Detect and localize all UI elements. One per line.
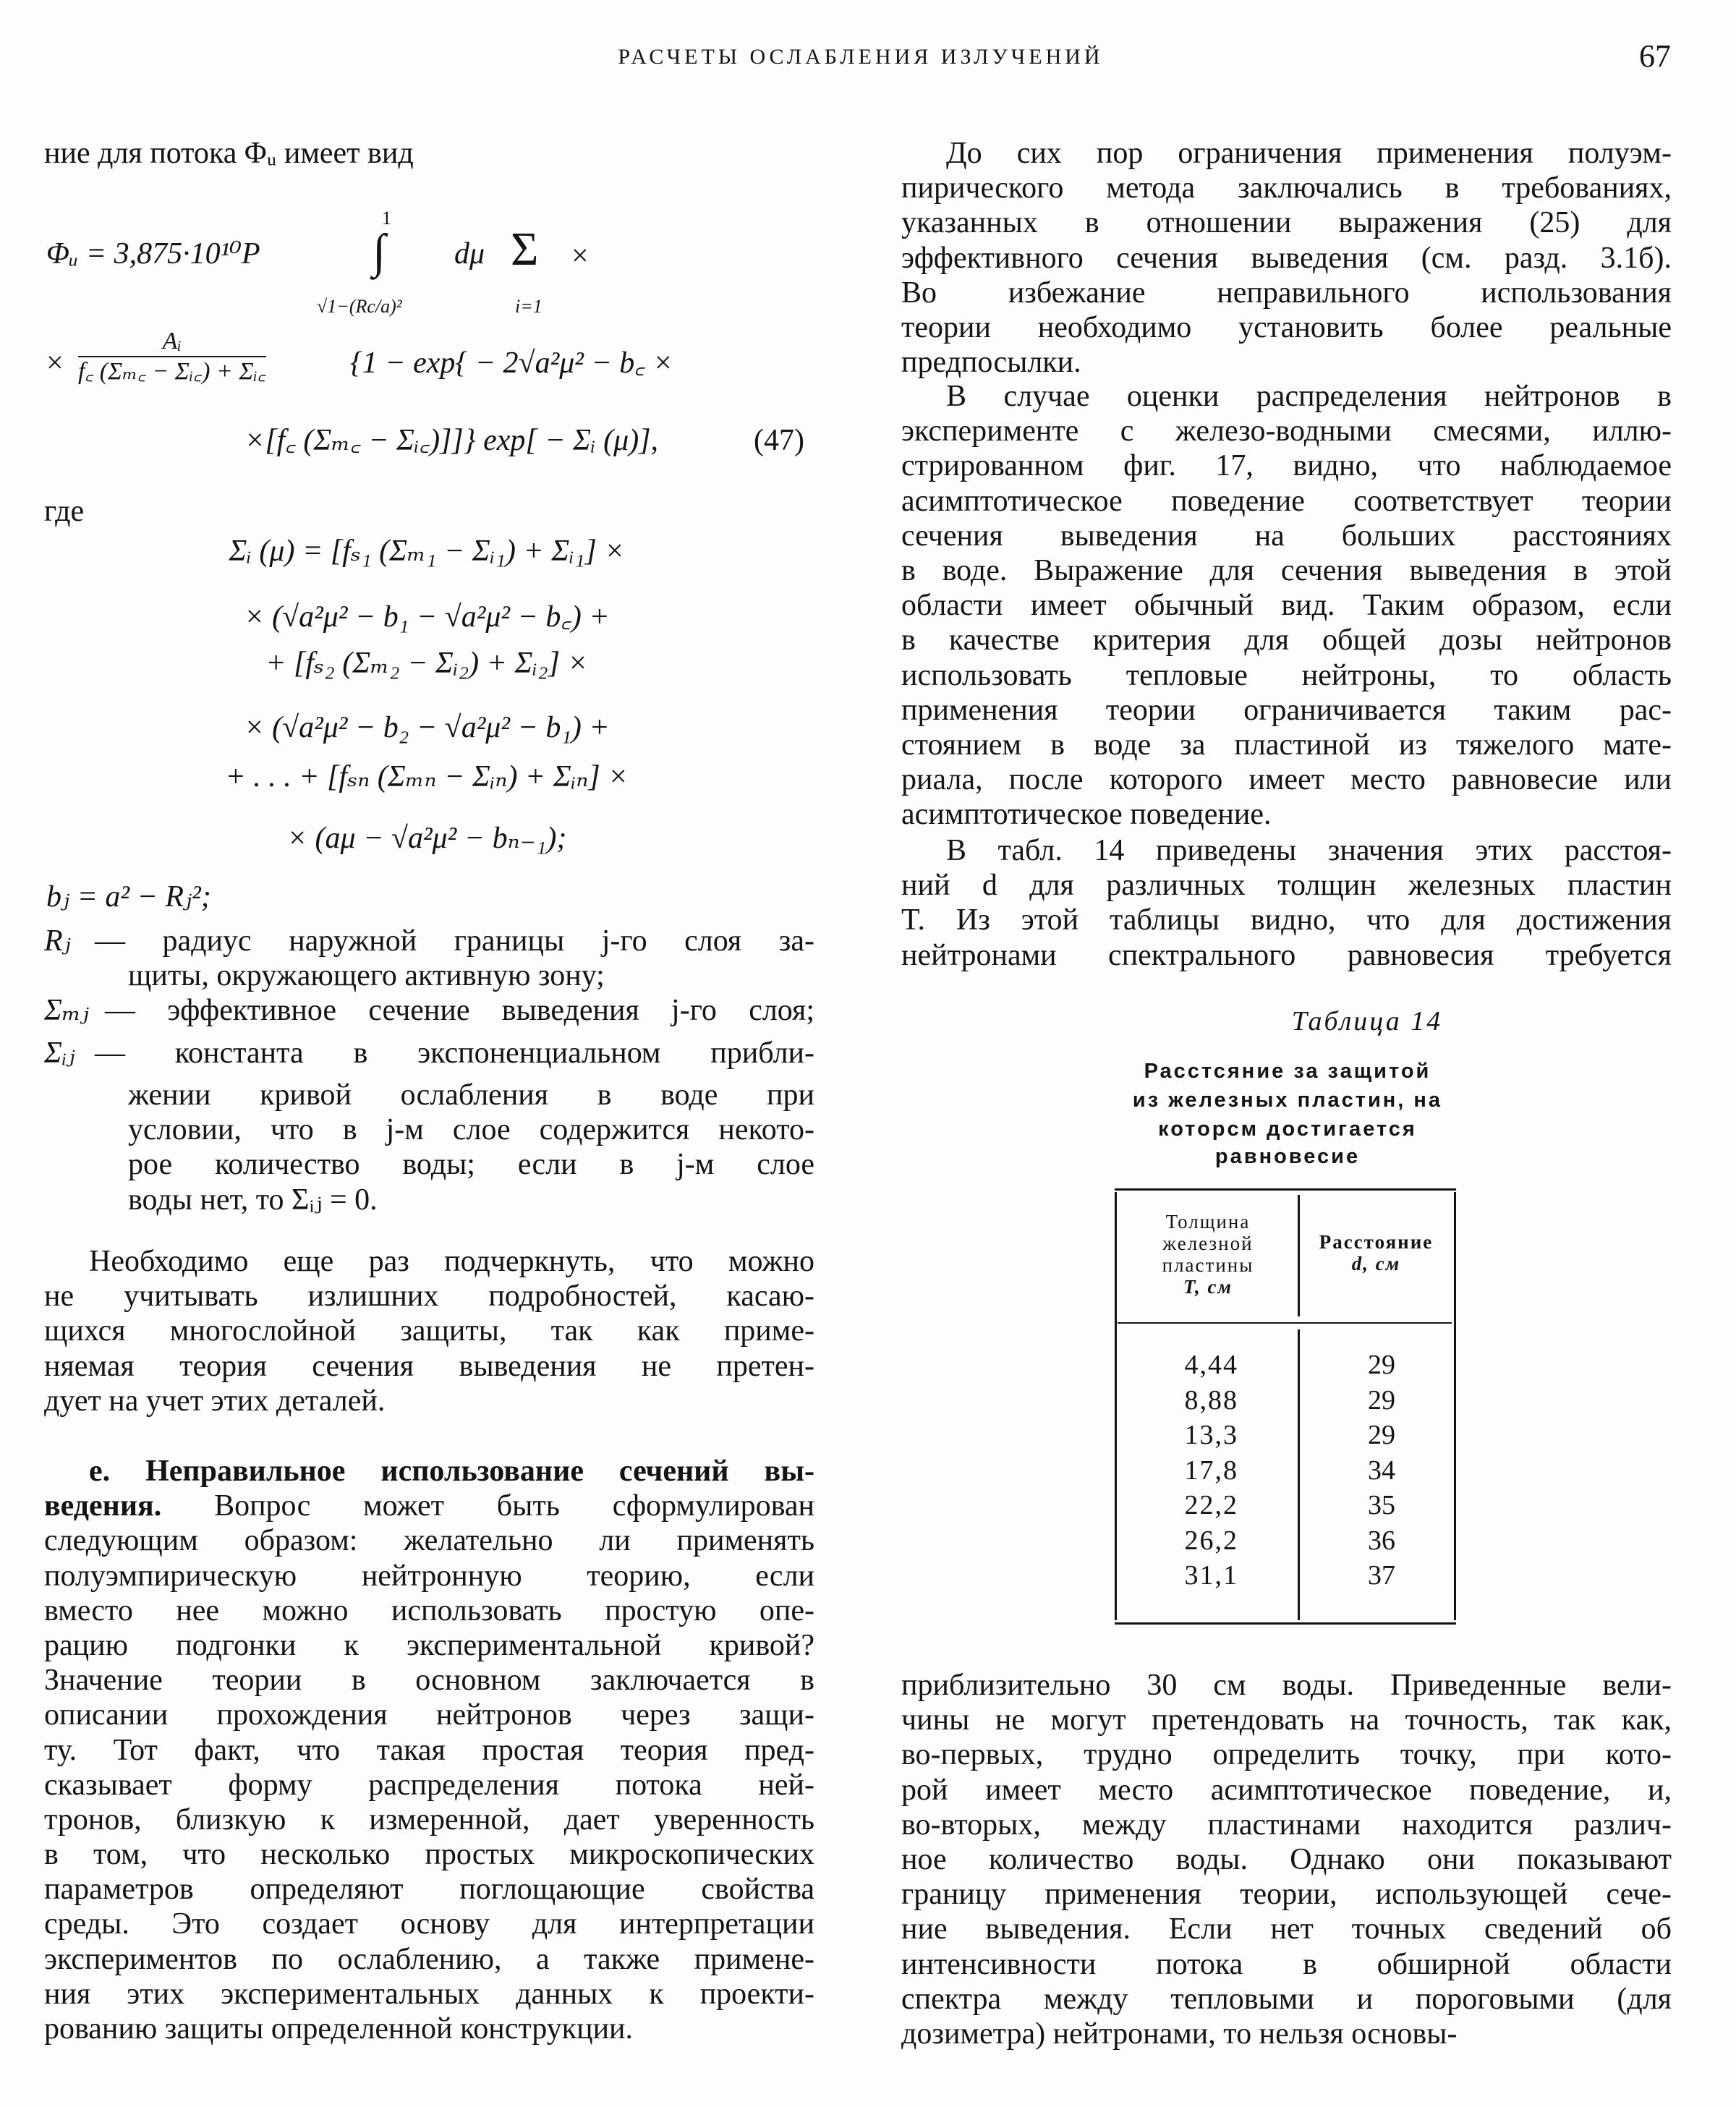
text-line: в качестве критерия для общей дозы нейтронов <box>901 623 1672 657</box>
text-line: Значение теории в основном заключается в <box>44 1664 814 1698</box>
definition-sigma-i <box>44 1036 814 1070</box>
text-line: где <box>44 495 85 528</box>
definition-label: Σᵢⱼ <box>44 1037 75 1070</box>
equation-number: (47) <box>754 424 804 457</box>
text-line: чины не могут претендовать на точность, так как, <box>901 1703 1672 1737</box>
text-line: сечения выведения на больших расстояниях <box>901 519 1672 553</box>
table-title-line: Расстсяние за защитой <box>1144 1060 1431 1083</box>
sum-sign: Σ <box>511 223 539 276</box>
text-line: условии, что в j-м слое содержится некото- <box>128 1113 814 1147</box>
definition-text: — радиус наружной границы j-го слоя за- <box>95 924 814 958</box>
section-e <box>44 1454 814 2046</box>
table-title-line: из железных пластин, на <box>1132 1089 1443 1112</box>
column-header: Толщина <box>1165 1211 1251 1233</box>
text-line: До сих пор ограничения применения полуэм- <box>946 137 1672 170</box>
text-line <box>44 1489 814 1523</box>
formula-line: × (√a²μ² − b₁ − √a²μ² − b꜀) + <box>244 600 610 634</box>
integral-sign: ∫ <box>373 225 386 278</box>
table-header-rule <box>1118 1322 1452 1324</box>
integral-lower-limit: √1−(Rc/a)² <box>317 296 402 317</box>
text-line: приблизительно 30 см воды. Приведенные вели- <box>901 1669 1672 1702</box>
text-line: спектра между тепловыми и пороговыми (для <box>901 1982 1672 2016</box>
text-line: описании прохождения нейтронов через защи- <box>44 1698 814 1732</box>
formula-dmu: dμ <box>454 237 485 271</box>
cell-distance: 37 <box>1368 1560 1395 1591</box>
cell-thickness: 4,44 <box>1184 1350 1238 1380</box>
cell-distance: 29 <box>1368 1420 1395 1450</box>
cell-distance: 29 <box>1368 1350 1395 1380</box>
formula-line: + [fₛ₂ (Σₘ₂ − Σᵢ₂) + Σᵢ₂] × <box>265 647 588 680</box>
text-line: воды нет, то Σᵢⱼ = 0. <box>128 1183 378 1217</box>
cell-thickness: 26,2 <box>1184 1525 1238 1556</box>
text-line: следующим образом: желательно ли применять <box>44 1524 814 1558</box>
cell-thickness: 17,8 <box>1184 1455 1238 1486</box>
definition-continuation <box>128 1078 814 1217</box>
running-header: РАСЧЕТЫ ОСЛАБЛЕНИЯ ИЗЛУЧЕНИЙ <box>618 45 1104 69</box>
text-line: вместо нее можно использовать простую опе- <box>44 1593 814 1627</box>
text-line: ние выведения. Если нет точных сведений об <box>901 1912 1672 1946</box>
text-line: рованию защиты определенной конструкции. <box>44 2012 634 2046</box>
definition-continuation <box>128 958 814 993</box>
cell-distance: 29 <box>1368 1384 1395 1416</box>
paragraph <box>901 833 1672 973</box>
cell-distance: 35 <box>1368 1490 1395 1520</box>
section-heading: е. Неправильное использование сечений вы- <box>89 1455 814 1488</box>
paragraph <box>44 1244 814 1418</box>
text-line: няемая теория сечения выведения не претен- <box>44 1349 814 1383</box>
text-line: эксперименте с железо-водными смесями, иллю- <box>901 414 1672 448</box>
text-line: дует на учет этих деталей. <box>44 1384 386 1418</box>
text-line: Во избежание неправильного использования <box>901 276 1672 310</box>
text-line: асимптотическое поведение соответствует теории <box>901 484 1672 518</box>
text-segment: Вопрос может быть сформулирован <box>161 1489 814 1523</box>
bj-definition: bⱼ = a² − Rⱼ²; <box>46 880 211 914</box>
fraction-denominator: f꜀ (Σₘ꜀ − Σᵢ꜀) + Σᵢ꜀ <box>78 358 266 385</box>
section-body <box>44 1523 814 2046</box>
text-line: щихся многослойной защиты, так как приме- <box>44 1314 814 1348</box>
text-line: рой имеет место асимптотическое поведение, и, <box>901 1773 1672 1807</box>
text-line: ний d для различных толщин железных пластин <box>901 869 1672 903</box>
section-heading-end: ведения. <box>44 1489 162 1523</box>
table-title-line: которсм достигается <box>1158 1118 1417 1141</box>
text-line: нейтронами спектрального равновесия требуется <box>901 938 1672 972</box>
table-right-border <box>1454 1192 1456 1620</box>
text-line: области имеет обычный вид. Таким образом, если <box>901 589 1672 623</box>
formula-line: + . . . + [fₛₙ (Σₘₙ − Σᵢₙ) + Σᵢₙ] × <box>225 760 629 793</box>
text-line: Необходимо еще раз подчеркнуть, что можно <box>89 1245 814 1278</box>
column-header: пластины <box>1162 1254 1254 1276</box>
text-line: параметров определяют поглощающие свойства <box>44 1873 814 1907</box>
times-sign: × <box>571 239 589 273</box>
text-line: в воде. Выражение для сечения выведения в этой <box>901 553 1672 587</box>
cell-distance: 34 <box>1368 1455 1395 1486</box>
text-line: ние для потока Φᵤ имеет вид <box>44 137 414 170</box>
cell-thickness: 8,88 <box>1184 1384 1238 1416</box>
text-line: стоянием в воде за пластиной из тяжелого мате- <box>901 728 1672 762</box>
text-line: использовать тепловые нейтроны, то область <box>901 658 1672 692</box>
text-line: ту. Тот факт, что такая простая теория пред- <box>44 1733 814 1767</box>
definition-rj <box>44 924 814 958</box>
table-left-border <box>1115 1192 1117 1620</box>
page-number: 67 <box>1639 38 1671 74</box>
text-line: стрированном фиг. 17, видно, что наблюдаемое <box>901 449 1672 483</box>
text-line: рацию подгонки к экспериментальной кривой? <box>44 1628 814 1662</box>
text-line: пирического метода заключались в требованиях, <box>901 171 1672 205</box>
text-line: В случае оценки распределения нейтронов в <box>946 380 1672 413</box>
definition-sigma-m <box>44 993 814 1028</box>
text-line: среды. Это создает основу для интерпретации <box>44 1907 814 1941</box>
paragraph <box>901 1668 1672 2051</box>
text-line: дозиметра) нейтронами, то нельзя основы- <box>901 2017 1458 2051</box>
text-line: риала, после которого имеет место равновесие или <box>901 763 1672 797</box>
text-line: не учитывать излишних подробностей, касаю- <box>44 1280 814 1314</box>
table-title-line: равновесие <box>1214 1145 1361 1168</box>
text-line: щиты, окружающего активную зону; <box>128 959 605 992</box>
paragraph <box>901 136 1672 380</box>
text-line: теории необходимо установить более реальные <box>901 310 1672 344</box>
column-header: T, см <box>1183 1276 1233 1298</box>
column-header: d, см <box>1351 1253 1401 1274</box>
formula-line: × (√a²μ² − b₂ − √a²μ² − b₁) + <box>244 711 610 744</box>
fraction-numerator: Aᵢ <box>78 327 266 357</box>
fraction <box>78 327 266 386</box>
text-line: предпосылки. <box>901 346 1081 380</box>
text-line: полуэмпирическую нейтронную теорию, если <box>44 1559 814 1593</box>
text-line: применения теории ограничивается таким рас- <box>901 693 1672 727</box>
text-line: эффективного сечения выведения (см. разд. 3.1б). <box>901 241 1672 275</box>
text-line: T. Из этой таблицы видно, что для достижения <box>901 903 1672 937</box>
text-line: ния этих экспериментальных данных к проекти- <box>44 1977 814 2011</box>
formula-line2: {1 − exp{ − 2√a²μ² − b꜀ × <box>350 346 673 380</box>
text-line: указанных в отношении выражения (25) для <box>901 206 1672 240</box>
table-caption: Таблица 14 <box>1291 1006 1443 1037</box>
text-line: в том, что несколько простых микроскопических <box>44 1838 814 1872</box>
table-divider <box>1298 1329 1300 1620</box>
formula-line: Σᵢ (μ) = [fₛ₁ (Σₘ₁ − Σᵢ₁) + Σᵢ₁] × <box>229 535 625 568</box>
text-line: ное количество воды. Однако они показывают <box>901 1842 1672 1876</box>
text-line: интенсивности потока в обширной области <box>901 1947 1672 1981</box>
times-sign: × <box>46 346 64 380</box>
where-word <box>44 494 814 529</box>
formula-line: × (aμ − √a²μ² − bₙ₋₁); <box>286 822 567 855</box>
column-header: железной <box>1162 1233 1254 1254</box>
formula-line3: ×[f꜀ (Σₘ꜀ − Σᵢ꜀)]]} exp[ − Σᵢ (μ)], <box>244 424 659 457</box>
text-line: тронов, близкую к измеренной, дает уверенность <box>44 1802 814 1836</box>
text-line: жении кривой ослабления в воде при <box>128 1078 814 1112</box>
text-line: В табл. 14 приведены значения этих расстоя- <box>946 834 1672 867</box>
table-divider <box>1298 1195 1300 1316</box>
definition-label: Σₘⱼ <box>44 994 89 1027</box>
definition-label: Rⱼ <box>44 924 71 958</box>
formula-lhs: Φᵤ = 3,875·10¹⁰P <box>46 237 260 271</box>
text-line: во-вторых, между пластинами находится различ- <box>901 1808 1672 1842</box>
cell-distance: 36 <box>1368 1525 1395 1556</box>
text-line: во-первых, трудно определить точку, при кото- <box>901 1738 1672 1772</box>
definition-text: — эффективное сечение выведения j-го слоя; <box>105 994 814 1027</box>
text-line: асимптотическое поведение. <box>901 798 1272 832</box>
cell-thickness: 13,3 <box>1184 1420 1238 1450</box>
column-header: Расстояние <box>1319 1231 1434 1253</box>
cell-thickness: 22,2 <box>1184 1490 1238 1520</box>
text-line: сказывает форму распределения потока ней- <box>44 1768 814 1802</box>
text-line: экспериментов по ослаблению, а также примене- <box>44 1942 814 1976</box>
paragraph <box>901 379 1672 832</box>
table-top-rule <box>1115 1188 1456 1191</box>
text-line: рое количество воды; если в j-м слое <box>128 1148 814 1182</box>
integral-upper-limit: 1 <box>382 208 391 229</box>
cell-thickness: 31,1 <box>1184 1560 1238 1591</box>
sum-lower-limit: i=1 <box>515 296 542 317</box>
intro-line <box>44 136 814 171</box>
text-line: границу применения теории, использующей сече- <box>901 1878 1672 1912</box>
definition-text: — константа в экспоненциальном прибли- <box>95 1037 814 1070</box>
table-bottom-rule <box>1115 1622 1456 1625</box>
